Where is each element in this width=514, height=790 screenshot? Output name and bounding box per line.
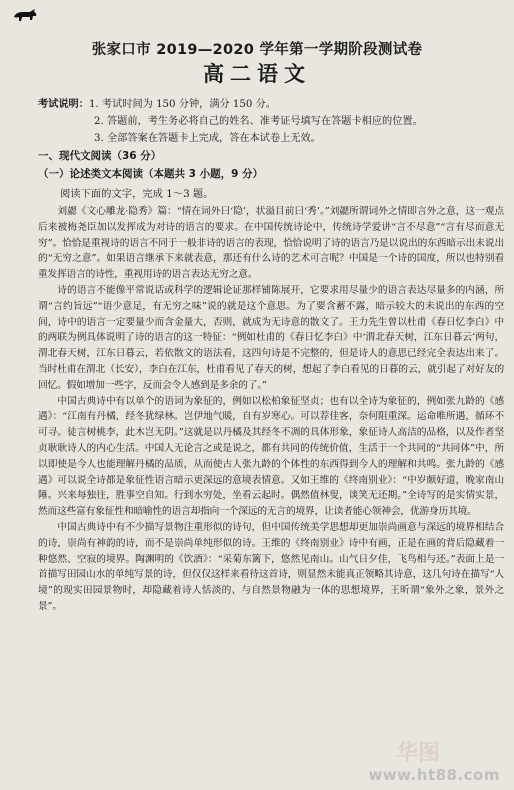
passage-paragraph: 诗的语言不能像平常说话或科学的逻辑论证那样铺陈展开，它要求用尽量少的语言表达尽量多的内涵，所谓“言约旨远”“语少意足，有无穷之味”说的就是这个意思。为了要含蓄不露，暗示较大的未说出的东西的空间，诗中的语言一定要量少而含金量大，否则，就成为无诗意的散文了。王力先生曾以杜甫《春日忆李白》中的两联为例具体说明了诗的语言的这一特征：“例如杜甫的《春日忆李白》中‘渭北春天树，江东日暮云’两句，渭北春天树，江东日暮云，若依散文的语法看，这四句诗是不完整的，但是诗人的意思已经完全表达出来了。当时杜甫在渭北（长安），李白在江东，杜甫看见了春天的树，想起了李白看见的日暮的云，就引起了对好友的回忆。假如增加一些字，反而会令人感到是多余的了。” [38,284,504,391]
exam-notes-label: 考试说明： [38,99,89,110]
passage-paragraph: 中国古典诗中有以单个的语词为象征的，例如以松柏象征坚贞；也有以全诗为象征的，例如张九龄的《感遇》：“江南有丹橘，经冬犹绿林。岂伊地气暖，自有岁寒心。可以荐佳客，奈何阻重深。运命唯所遇，循环不可寻。徒言树桃李，此木岂无阴。”这就是以丹橘及其经冬不凋的具体形象，象征诗人高洁的品格，以及作者坚贞耿耿诗人的内心生活。中国人无论言之或是说之，都有共同的传统价值，生活于一个共同的“共同体”中，所以即使是今人也能理解丹橘的品质，从而使古人张九龄的个体性的东西得到今人的理解和共鸣。张九龄的《感遇》可以说全诗都是象征性语言暗示更深远的意境表情意。又如王维的《终南别业》：“中岁颇好道，晚家南山陲。兴来每独往，胜事空自知。行到水穷处，坐看云起时。偶然值林叟，谈笑无还期。”全诗写的是实情实景，然而这些富有象征性和暗喻性的语言却指向一个深远的无言的境界，让读者能心领神会，优游身历其境。 [38,395,504,518]
subject-title: 高二语文 [203,62,311,86]
watermark-logo: 华图 [396,741,441,766]
subsection-heading: （一）论述类文本阅读（本题共 3 小题，9 分） [38,168,264,180]
exam-title: 张家口市 2019—2020 学年第一学期阶段测试卷 [91,42,423,58]
exam-note-item: 3. 全部答案在答题卡上完成，答在本试卷上无效。 [94,133,321,144]
reading-passage [38,204,504,615]
watermark-url: www.ht88.com [368,766,500,784]
exam-note-item: 1. 考试时间为 150 分钟，满分 150 分。 [88,99,276,110]
exam-notes [38,96,508,147]
passage-paragraph: 刘勰《文心雕龙·隐秀》篇：“情在词外曰‘隐’，状溢目前曰‘秀’。”刘勰所谓词外之情即言外之意，这一观点后来被梅尧臣加以发挥成为对诗的语言的要求。在中国传统诗论中，传统诗学爱讲“言不尽意”“言有尽而意无穷”。恰恰是重视诗的语言不同于一般非诗的语言的表现，恰恰说明了诗的语言乃是以说出的东西暗示出未说出的“无穷之意”。如果语言继承下来就表意，那还有什么诗的艺术可言呢？中国是一个诗的国度，所以也特别看重发挥语言的诗性，重视用诗的语言表达无穷之意。 [38,206,504,281]
bull-logo-icon [12,8,38,24]
section-heading: 一、现代文阅读（36 分） [38,150,162,162]
reading-instruction: 阅读下面的文字，完成 1～3 题。 [60,188,214,200]
passage-paragraph: 中国古典诗中有不少描写景物注重形似的诗句，但中国传统美学思想却更加崇尚画意与深远的境界相结合的诗，崇尚有神韵的诗，而不是崇尚单纯形似的诗。王维的《终南别业》诗中有画，正是在画的背后隐藏着一种悠然、空寂的境界。陶渊明的《饮酒》：“采菊东篱下，悠然见南山。山气日夕佳，飞鸟相与还。”表面上是一首描写田园山水的单纯写景的诗，但仅仅这样来看待这首诗，则显然未能真正领略其诗意，这几句诗在描写“人境”的现实田园景物时，却隐藏着诗人恬淡的、与自然景物融为一体的思想境界，王昕谓“象外之象，景外之景”。 [38,521,504,612]
exam-note-item: 2. 答题前，考生务必将自己的姓名、准考证号填写在答题卡相应的位置。 [94,116,423,127]
